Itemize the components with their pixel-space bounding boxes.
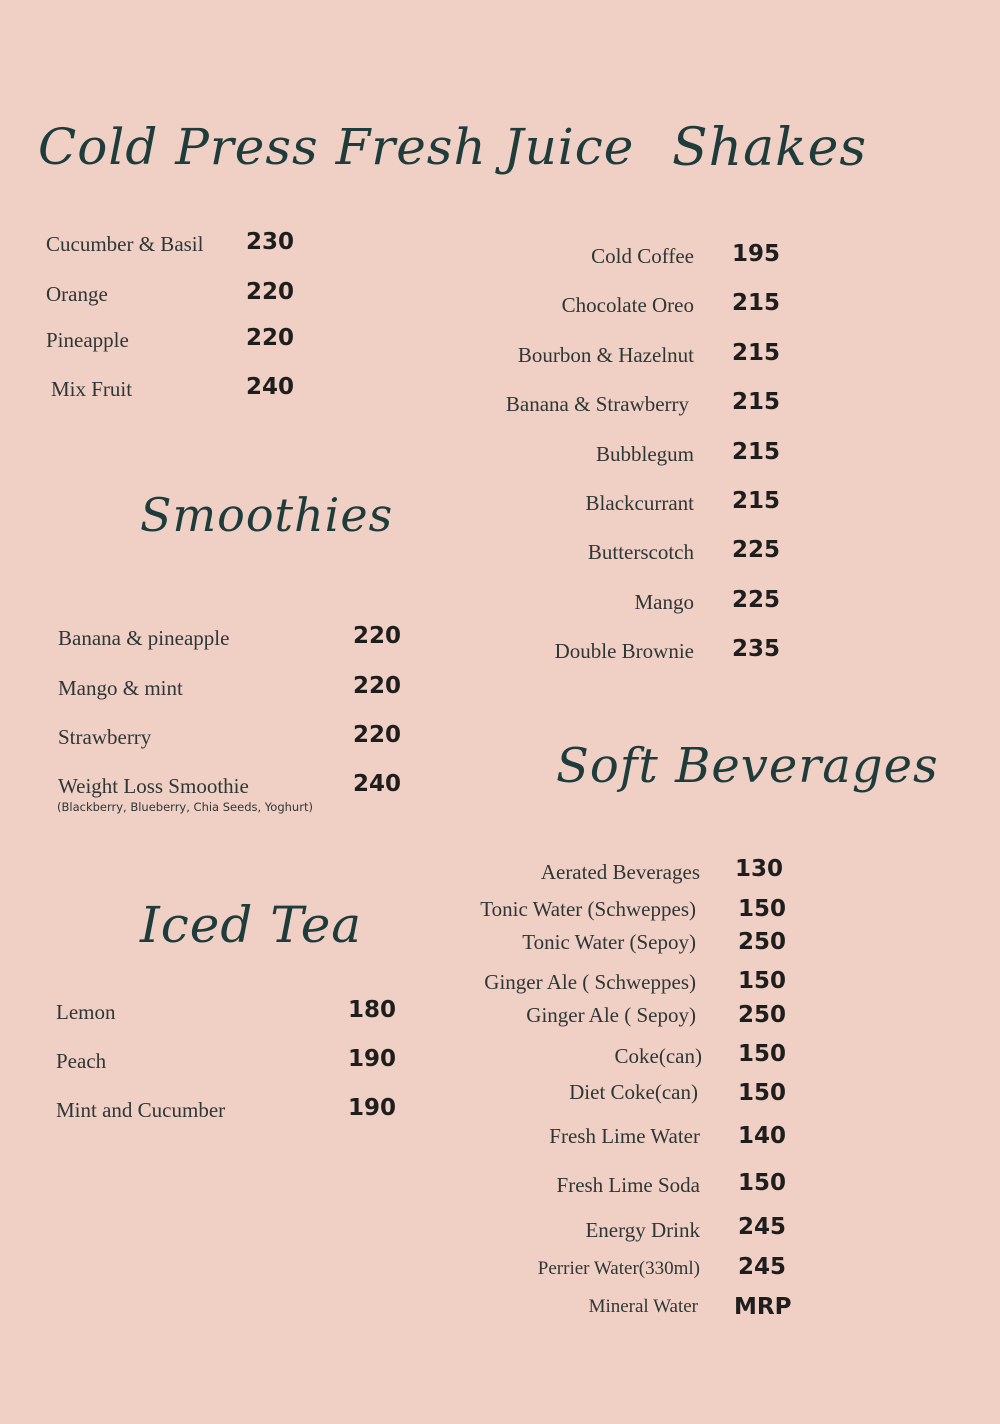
item-price: 215 [732,340,781,366]
heading-cold-press-fresh-juice: Cold Press Fresh Juice [38,118,635,176]
menu-item [420,860,700,900]
item-price: 190 [348,1046,397,1072]
menu-item [420,930,696,970]
item-name: Chocolate Oreo [561,293,694,317]
item-price: 130 [735,856,784,882]
item-name: Aerated Beverages [540,860,700,884]
menu-item [440,639,694,679]
item-price: MRP [734,1294,792,1320]
item-name: Blackcurrant [585,491,694,515]
item-name: Orange [46,282,108,306]
item-name: Butterscotch [587,540,694,564]
item-name: Mint and Cucumber [56,1098,226,1122]
item-name: Tonic Water (Sepoy) [522,930,696,954]
item-name: Lemon [56,1000,116,1024]
menu-item [420,1258,700,1298]
heading-smoothies: Smoothies [140,488,394,542]
item-name: Diet Coke(can) [569,1080,698,1104]
item-price: 180 [348,997,397,1023]
item-name: Tonic Water (Schweppes) [480,897,696,921]
item-price: 225 [732,587,781,613]
item-price: 150 [738,968,787,994]
item-price: 230 [246,229,295,255]
item-name: Pineapple [46,328,129,352]
item-price: 150 [738,896,787,922]
item-name: Banana & Strawberry [505,392,689,416]
item-price: 220 [246,279,295,305]
menu-item [440,392,689,432]
menu-item [440,293,694,333]
item-name: Ginger Ale ( Sepoy) [526,1003,696,1027]
item-price: 240 [353,771,402,797]
item-name: Perrier Water(330ml) [537,1258,700,1279]
menu-item [440,540,694,580]
menu-item [420,1124,700,1164]
item-name: Weight Loss Smoothie [58,774,249,798]
item-name: Strawberry [58,725,152,749]
item-name: Fresh Lime Water [549,1124,700,1148]
menu-item [420,1173,700,1213]
heading-shakes: Shakes [672,118,868,178]
menu-item [46,279,306,322]
item-name: Double Brownie [554,639,694,663]
item-name: Mineral Water [588,1296,698,1317]
menu-item [46,325,306,368]
item-price: 150 [738,1080,787,1106]
item-price: 220 [353,623,402,649]
item-price: 220 [246,325,295,351]
item-price: 140 [738,1123,787,1149]
item-price: 150 [738,1170,787,1196]
item-price: 195 [732,241,781,267]
heading-soft-beverages: Soft Beverages [556,738,939,794]
item-name: Energy Drink [585,1218,700,1242]
item-name: Fresh Lime Soda [556,1173,700,1197]
item-name: Ginger Ale ( Schweppes) [484,970,696,994]
item-price: 220 [353,673,402,699]
item-price: 240 [246,374,295,400]
menu-item [420,1080,698,1120]
menu-item [440,590,694,630]
item-price: 190 [348,1095,397,1121]
menu-item [420,1296,698,1336]
menu-item [58,722,408,765]
smoothie-ingredients-note: (Blackberry, Blueberry, Chia Seeds, Yoghurt) [57,800,313,814]
item-name: Mango [634,590,694,614]
item-price: 220 [353,722,402,748]
item-price: 235 [732,636,781,662]
menu-item [58,673,408,716]
item-price: 215 [732,290,781,316]
item-price: 150 [738,1041,787,1067]
menu-item [440,442,694,482]
item-price: 250 [738,1002,787,1028]
item-name: Peach [56,1049,107,1073]
menu-item [46,229,306,272]
item-price: 250 [738,929,787,955]
menu-item [440,244,694,284]
item-name: Cold Coffee [591,244,694,268]
menu-item [420,1003,696,1043]
menu-item [56,997,406,1040]
item-name: Mix Fruit [51,377,133,401]
heading-iced-tea: Iced Tea [140,896,363,954]
item-name: Bubblegum [596,442,694,466]
menu-item [56,1095,406,1138]
item-price: 245 [738,1254,787,1280]
item-name: Mango & mint [58,676,183,700]
item-price: 215 [732,389,781,415]
item-name: Coke(can) [614,1044,702,1068]
menu-item [440,343,694,383]
item-name: Bourbon & Hazelnut [517,343,694,367]
item-price: 215 [732,488,781,514]
item-name: Cucumber & Basil [46,232,204,256]
menu-item [420,1044,702,1084]
menu-item [420,1218,700,1258]
item-price: 245 [738,1214,787,1240]
item-name: Banana & pineapple [58,626,230,650]
menu-item [56,1046,406,1089]
menu-item [440,491,694,531]
item-price: 215 [732,439,781,465]
menu-item [51,374,311,417]
menu-item [58,623,408,666]
item-price: 225 [732,537,781,563]
